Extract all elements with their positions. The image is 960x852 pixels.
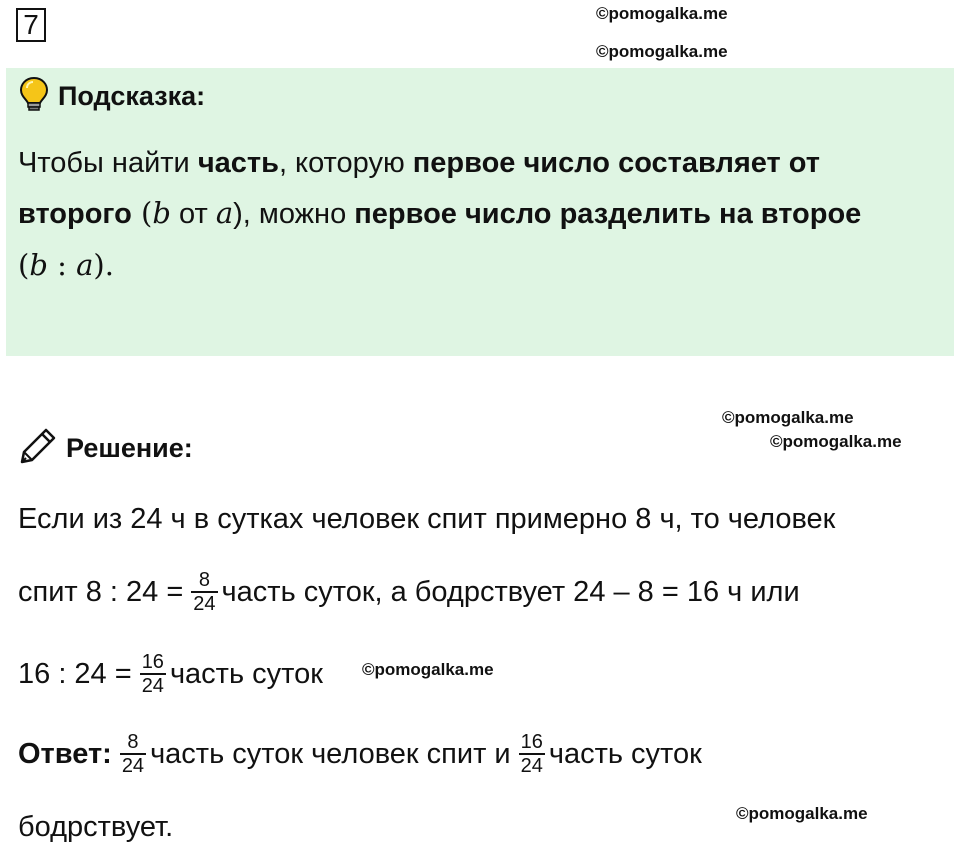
watermark: ©pomogalka.me	[770, 432, 902, 451]
solution-text: спит 8 : 24 =	[18, 575, 184, 608]
answer-text: часть суток человек спит и	[150, 737, 511, 770]
hint-line-2	[18, 188, 861, 239]
task-number: 7	[16, 8, 46, 42]
hint-bold: первое число разделить на второе	[354, 198, 862, 230]
math-var: b	[152, 196, 171, 230]
hint-text: ), можно	[233, 198, 355, 230]
hint-text: (	[18, 248, 30, 282]
pencil-icon	[18, 426, 58, 471]
hint-line-1	[18, 138, 820, 188]
solution-heading	[18, 426, 193, 470]
fraction-denominator: 24	[121, 755, 145, 777]
solution-title: Решение:	[66, 432, 193, 463]
watermark: ©pomogalka.me	[362, 660, 494, 679]
watermark: ©pomogalka.me	[596, 4, 728, 23]
lightbulb-icon	[18, 76, 50, 117]
hint-heading	[18, 76, 205, 116]
math-var: a	[76, 248, 94, 282]
hint-line-3	[18, 240, 114, 291]
fraction	[120, 731, 146, 777]
answer-label: Ответ:	[18, 737, 112, 770]
answer-line-1	[18, 722, 702, 786]
fraction-numerator: 16	[520, 731, 543, 753]
hint-bold: часть	[197, 147, 279, 179]
hint-text: (	[131, 196, 153, 230]
hint-text: Чтобы найти	[18, 147, 198, 179]
solution-line-2	[18, 560, 800, 624]
fraction	[519, 731, 545, 777]
hint-text: от	[170, 198, 216, 230]
solution-text: 16 : 24 =	[18, 657, 132, 690]
fraction-numerator: 8	[198, 569, 210, 591]
fraction	[191, 569, 217, 615]
answer-line-2	[18, 804, 173, 850]
solution-line-3	[18, 642, 323, 706]
fraction-denominator: 24	[193, 593, 216, 615]
hint-text: , которую	[278, 147, 413, 179]
fraction-denominator: 24	[141, 675, 164, 697]
watermark: ©pomogalka.me	[596, 42, 728, 61]
solution-text: Если из 24 ч в сутках человек спит примерно 8 ч, то человек	[18, 502, 836, 535]
solution-text: часть суток, а бодрствует 24 – 8 = 16 ч или	[221, 575, 800, 608]
hint-bold: второго	[18, 198, 132, 230]
hint-text: :	[47, 248, 77, 282]
math-var: b	[29, 248, 48, 282]
math-var: a	[215, 196, 234, 230]
watermark: ©pomogalka.me	[736, 804, 868, 823]
hint-bold: первое число составляет от	[412, 147, 820, 179]
watermark: ©pomogalka.me	[722, 408, 854, 427]
fraction	[140, 651, 166, 697]
solution-text: часть суток	[169, 657, 323, 690]
fraction-denominator: 24	[520, 755, 543, 777]
answer-text: часть суток	[548, 737, 702, 770]
hint-title: Подсказка:	[58, 80, 206, 111]
solution-line-1	[18, 496, 835, 542]
hint-text: ).	[93, 248, 114, 282]
answer-text: бодрствует.	[18, 810, 174, 843]
fraction-numerator: 8	[127, 731, 139, 753]
fraction-numerator: 16	[141, 651, 164, 673]
